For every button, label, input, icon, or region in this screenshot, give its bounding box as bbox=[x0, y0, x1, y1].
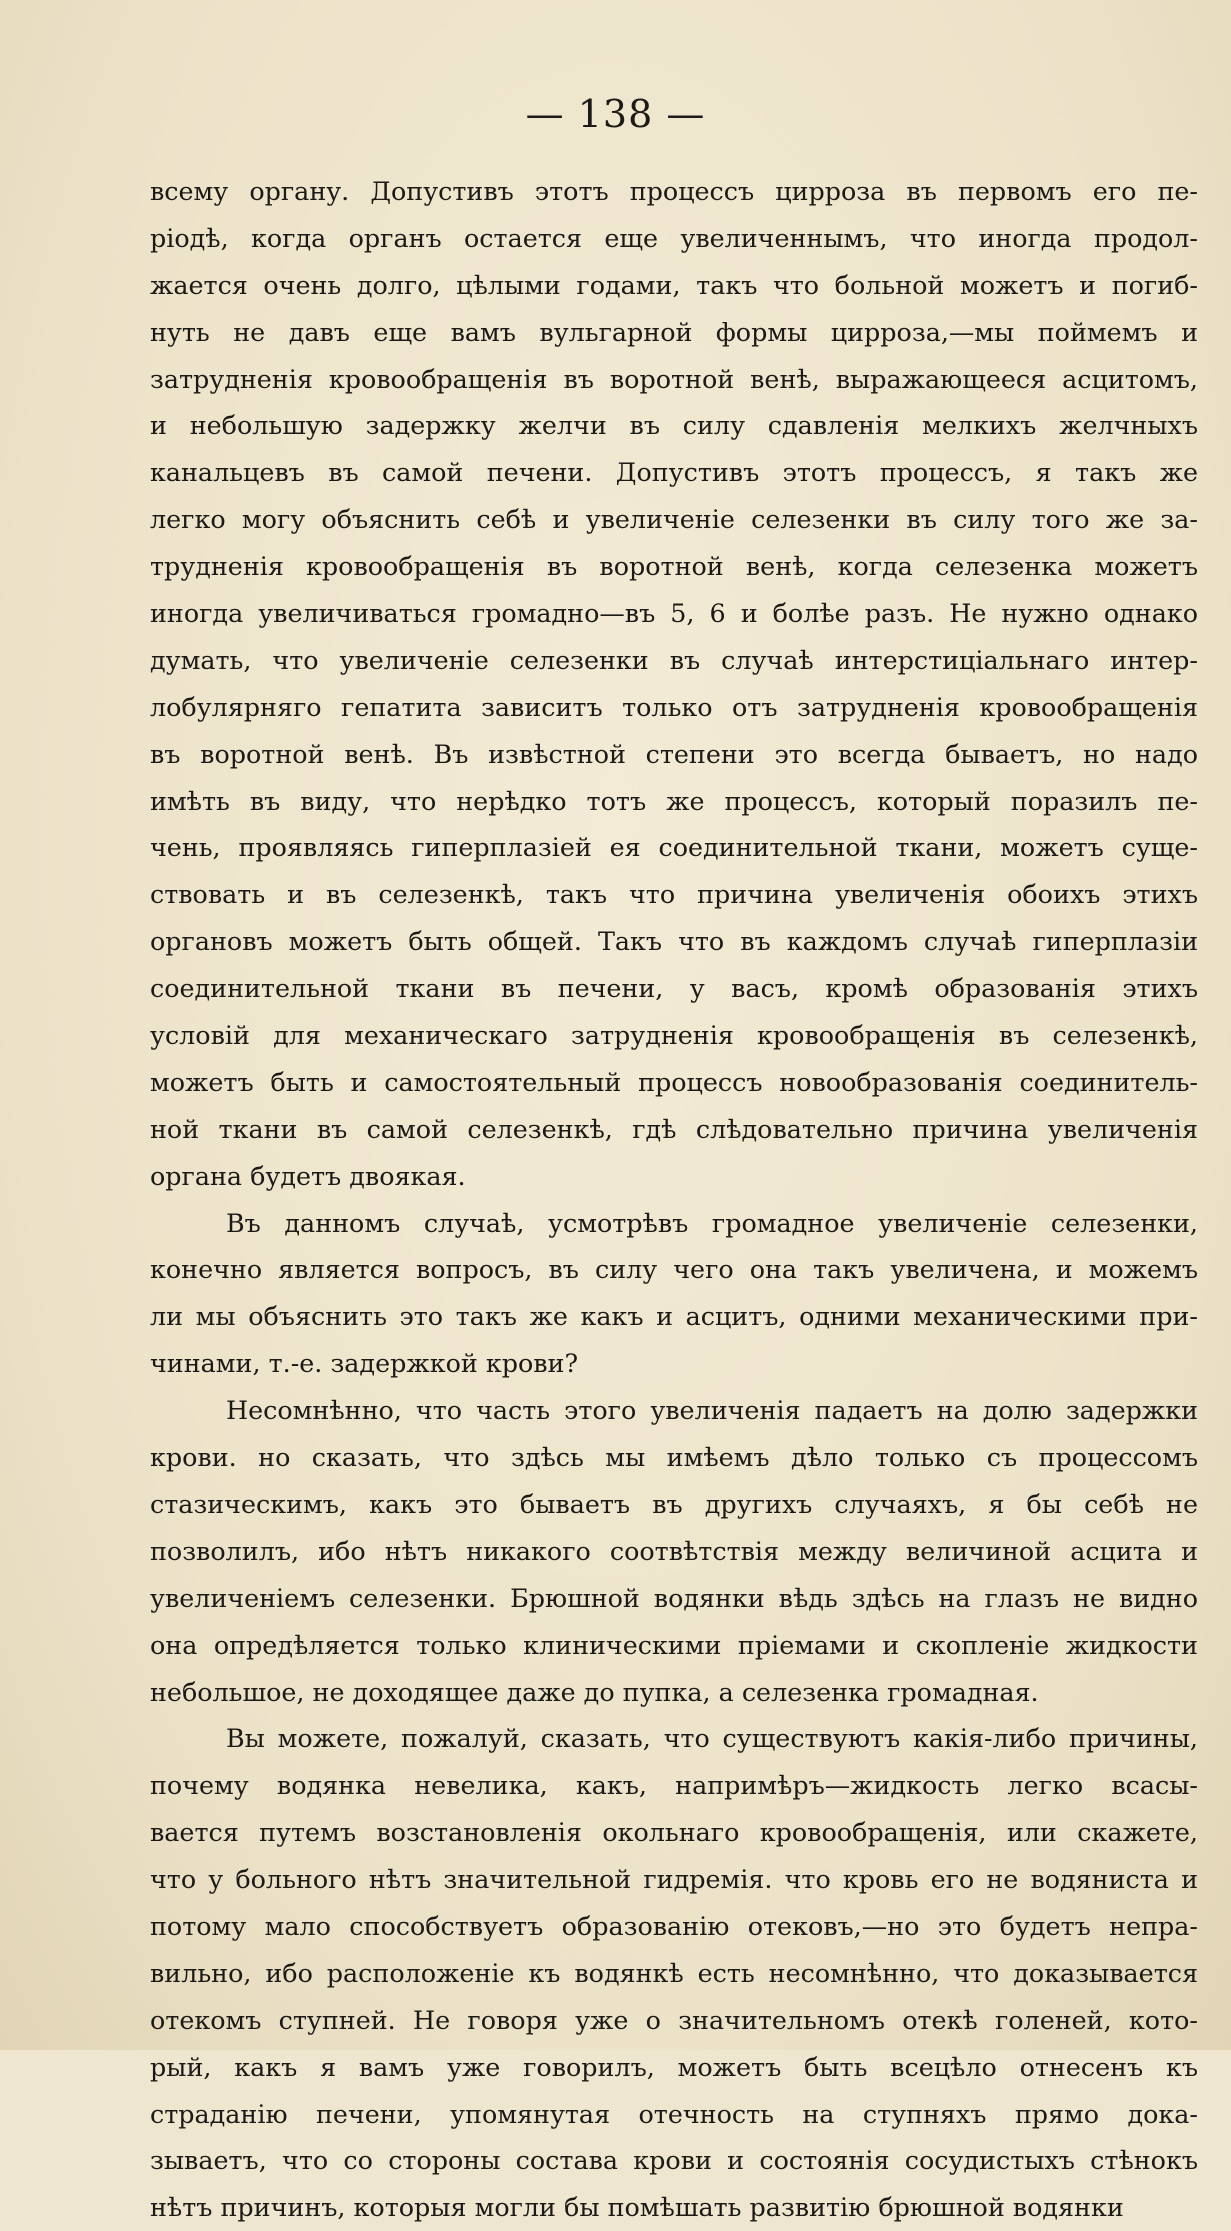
text-line: ріодѣ, когда органъ остается еще увеличеннымъ, что иногда продол- bbox=[150, 222, 1198, 253]
text-line: Вы можете, пожалуй, сказать, что существуютъ какія-либо причины, bbox=[226, 1723, 1198, 1754]
text-line: потому мало способствуетъ образованію отековъ,—но это будетъ непра- bbox=[150, 1910, 1198, 1941]
text-line: канальцевъ въ самой печени. Допустивъ этотъ процессъ, я такъ же bbox=[150, 457, 1198, 488]
paragraph bbox=[150, 1200, 1198, 1388]
text-line: отекомъ ступней. Не говоря уже о значительномъ отекѣ голеней, кото- bbox=[150, 2004, 1198, 2035]
text-line: въ воротной венѣ. Въ извѣстной степени это всегда бываетъ, но надо bbox=[150, 738, 1198, 769]
text-line: зываетъ, что со стороны состава крови и состоянія сосудистыхъ стѣнокъ bbox=[150, 2145, 1198, 2176]
text-line: лобулярняго гепатита зависитъ только отъ затрудненія кровообращенія bbox=[150, 691, 1198, 722]
text-line: позволилъ, ибо нѣтъ никакого соотвѣтствія между величиной асцита и bbox=[150, 1535, 1198, 1566]
text-line: конечно является вопросъ, въ силу чего она такъ увеличена, и можемъ bbox=[150, 1254, 1198, 1285]
paragraph bbox=[150, 168, 1198, 1200]
text-line: трудненія кровообращенія въ воротной венѣ, когда селезенка можетъ bbox=[150, 551, 1198, 582]
text-line: затрудненія кровообращенія въ воротной венѣ, выражающееся асцитомъ, bbox=[150, 363, 1198, 394]
text-line: она опредѣляется только клиническими пріемами и скопленіе жидкости bbox=[150, 1629, 1198, 1660]
text-line: ствовать и въ селезенкѣ, такъ что причина увеличенія обоихъ этихъ bbox=[150, 879, 1198, 910]
text-line: крови. но сказать, что здѣсь мы имѣемъ дѣло только съ процессомъ bbox=[150, 1442, 1198, 1473]
text-line: вается путемъ возстановленія окольнаго кровообращенія, или скажете, bbox=[150, 1817, 1198, 1848]
text-line: органа будетъ двоякая. bbox=[150, 1160, 466, 1191]
text-line: ной ткани въ самой селезенкѣ, гдѣ слѣдовательно причина увеличенія bbox=[150, 1113, 1198, 1144]
page-number: — 138 — bbox=[525, 92, 706, 136]
text-line: страданію печени, упомянутая отечность на ступняхъ прямо дока- bbox=[150, 2098, 1198, 2129]
text-line: нѣтъ причинъ, которыя могли бы помѣшать развитію брюшной водянки bbox=[150, 2192, 1124, 2223]
text-line: можетъ быть и самостоятельный процессъ новообразованія соединитель- bbox=[150, 1066, 1198, 1097]
text-line: жается очень долго, цѣлыми годами, такъ что больной можетъ и погиб- bbox=[150, 269, 1198, 300]
paragraph bbox=[150, 1387, 1198, 1715]
text-line: что у больного нѣтъ значительной гидремія. что кровь его не водяниста и bbox=[150, 1864, 1198, 1895]
text-line: рый, какъ я вамъ уже говорилъ, можетъ быть всецѣло отнесенъ къ bbox=[150, 2051, 1198, 2082]
text-line: всему органу. Допустивъ этотъ процессъ цирроза въ первомъ его пе- bbox=[150, 176, 1198, 206]
text-line: и небольшую задержку желчи въ силу сдавленія мелкихъ желчныхъ bbox=[150, 410, 1198, 441]
text-line: органовъ можетъ быть общей. Такъ что въ каждомъ случаѣ гиперплазіи bbox=[150, 926, 1198, 957]
text-line: думать, что увеличеніе селезенки въ случаѣ интерстиціальнаго интер- bbox=[150, 644, 1198, 675]
text-line: стазическимъ, какъ это бываетъ въ другихъ случаяхъ, я бы себѣ не bbox=[150, 1488, 1198, 1519]
text-line: легко могу объяснить себѣ и увеличеніе селезенки въ силу того же за- bbox=[150, 504, 1198, 535]
paragraph bbox=[150, 1715, 1198, 2231]
text-line: условій для механическаго затрудненія кровообращенія въ селезенкѣ, bbox=[150, 1020, 1198, 1051]
text-line: небольшое, не доходящее даже до пупка, а селезенка громадная. bbox=[150, 1676, 1039, 1707]
text-line: ли мы объяснить это такъ же какъ и асцитъ, одними механическими при- bbox=[150, 1301, 1198, 1332]
text-line: чинами, т.-е. задержкой крови? bbox=[150, 1348, 579, 1379]
text-line: чень, проявляясь гиперплазіей ея соединительной ткани, можетъ суще- bbox=[150, 832, 1198, 863]
text-line: Несомнѣнно, что часть этого увеличенія падаетъ на долю задержки bbox=[226, 1395, 1198, 1426]
text-line: нуть не давъ еще вамъ вульгарной формы цирроза,—мы поймемъ и bbox=[150, 316, 1198, 347]
text-line: имѣть въ виду, что нерѣдко тотъ же процессъ, который поразилъ пе- bbox=[150, 785, 1198, 816]
text-line: почему водянка невелика, какъ, напримѣръ—жидкость легко всасы- bbox=[150, 1770, 1198, 1801]
text-line: соединительной ткани въ печени, у васъ, кромѣ образованія этихъ bbox=[150, 973, 1198, 1004]
text-line: увеличеніемъ селезенки. Брюшной водянки вѣдь здѣсь на глазъ не видно bbox=[150, 1582, 1198, 1613]
body-text bbox=[150, 168, 1198, 2231]
text-line: вильно, ибо расположеніе къ водянкѣ есть несомнѣнно, что доказывается bbox=[150, 1957, 1198, 1988]
text-line: иногда увеличиваться громадно—въ 5, 6 и болѣе разъ. Не нужно однако bbox=[150, 598, 1198, 629]
text-line: Въ данномъ случаѣ, усмотрѣвъ громадное увеличеніе селезенки, bbox=[226, 1207, 1198, 1238]
